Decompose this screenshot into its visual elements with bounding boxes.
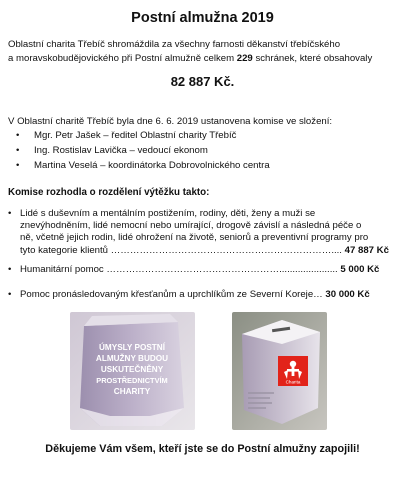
intro-line-2-start: a moravskobudějovického při Postní almužně celkem	[8, 53, 237, 64]
allocation-line: ně, včetně jejich rodin, lidé ohrožení na životě, seniorů a preventivní programy pro	[20, 232, 369, 244]
allocation-line	[20, 245, 398, 257]
intro-line-2-end: schránek, které obsahovaly	[252, 53, 373, 64]
box-count: 229	[236, 53, 253, 64]
committee-member: • Mgr. Petr Jašek – ředitel Oblastní charity Třebíč	[14, 128, 394, 143]
allocation-item	[8, 264, 398, 276]
decision-heading: Komise rozhodla o rozdělení výtěžku takto:	[8, 187, 210, 198]
total-amount: 82 887 Kč.	[170, 74, 235, 89]
intro-line-2	[8, 52, 400, 66]
allocation-amount: 47 887 Kč	[344, 244, 389, 256]
donation-box-side-illustration	[232, 312, 327, 430]
donation-box-front-illustration	[70, 312, 195, 430]
allocation-text	[20, 208, 398, 257]
allocation-line: Lidé s duševním a mentálním postižením, rodiny, děti, ženy a muži se	[20, 208, 316, 219]
committee-members-list	[14, 128, 394, 173]
box-slogan-line: USKUTEČNĚNY	[100, 365, 164, 374]
allocation-text	[20, 289, 398, 301]
allocation-line-text: Humanitární pomoc ………………………………………………......................	[20, 264, 338, 275]
box-slogan-line: ÚMYSLY POSTNÍ	[99, 343, 165, 352]
allocation-line-text: tyto kategorie klientů ……………………………………………………………....	[20, 244, 342, 256]
committee-intro: V Oblastní charitě Třebíč byla dne 6. 6. 2019 ustanovena komise ve složení:	[8, 116, 333, 127]
allocation-text	[20, 264, 398, 276]
allocation-item	[8, 289, 398, 301]
allocation-amount: 30 000 Kč	[325, 289, 370, 300]
committee-member: • Martina Veselá – koordinátorka Dobrovolnického centra	[14, 158, 394, 173]
allocation-line: znevýhodněním, lidé nemocní nebo umírající, drogově závislí a následná péče o	[20, 220, 362, 232]
bullet: •	[8, 264, 12, 275]
charita-logo-text: Charita	[285, 379, 301, 385]
allocation-item	[8, 208, 398, 257]
bullet: •	[8, 208, 12, 219]
committee-member: • Ing. Rostislav Lavička – vedoucí ekonom	[14, 143, 394, 158]
intro-paragraph	[8, 38, 400, 66]
thank-you-message: Děkujeme Vám všem, kteří jste se do Postní almužny zapojili!	[45, 443, 360, 455]
donation-box-photo-front	[70, 312, 195, 430]
intro-line-1: Oblastní charita Třebíč shromáždila za všechny farnosti děkanství třebíčského	[8, 39, 341, 50]
box-slogan-line: PROSTŘEDNICTVÍM	[96, 376, 168, 385]
box-slogan-line: ALMUŽNY BUDOU	[95, 354, 169, 363]
donation-box-photo-side	[232, 312, 327, 430]
page-title: Postní almužna 2019	[131, 10, 274, 26]
allocation-line-text: Pomoc pronásledovaným křesťanům a uprchlíkům ze Severní Koreje…	[20, 289, 323, 300]
box-slogan-line: CHARITY	[113, 387, 151, 396]
bullet: •	[8, 289, 12, 300]
allocation-amount: 5 000 Kč	[340, 264, 380, 275]
